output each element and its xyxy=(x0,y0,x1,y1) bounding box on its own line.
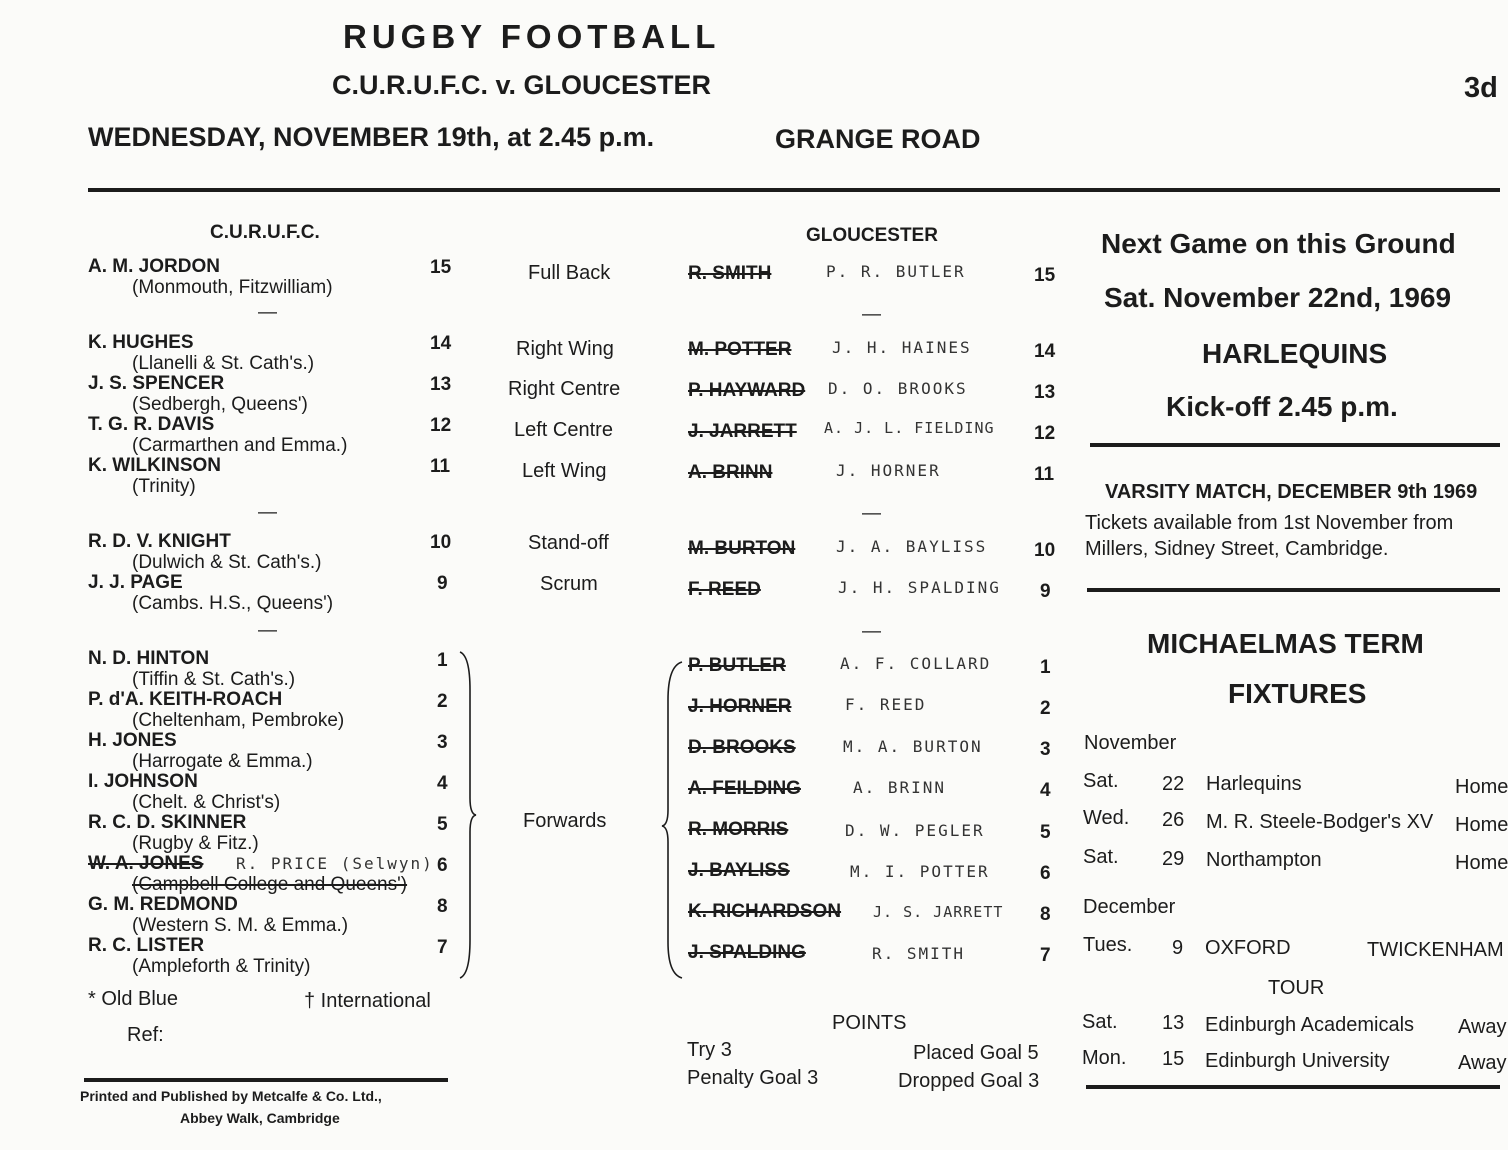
away-player-handwritten: A. F. COLLARD xyxy=(840,654,992,673)
home-player-number: 13 xyxy=(430,374,452,395)
away-player-printed: R. SMITH xyxy=(688,263,772,284)
home-player-school: (Chelt. & Christ's) xyxy=(132,792,281,813)
away-player-handwritten: J. HORNER xyxy=(836,461,941,480)
home-player-number: 5 xyxy=(437,814,448,835)
varsity-rule xyxy=(1087,588,1500,592)
fixture-venue: Home xyxy=(1455,852,1508,874)
home-player-number: 14 xyxy=(430,333,452,354)
away-player-printed: K. RICHARDSON xyxy=(688,901,842,922)
home-player-name: A. M. JORDON xyxy=(88,256,220,277)
away-player-number: 13 xyxy=(1034,382,1056,403)
away-player-number: 14 xyxy=(1034,341,1056,362)
points-placed-goal: Placed Goal 5 xyxy=(913,1042,1039,1064)
home-player-name: K. WILKINSON xyxy=(88,455,221,476)
fixture-opponent: M. R. Steele-Bodger's XV xyxy=(1206,811,1434,833)
home-player-number: 2 xyxy=(437,691,448,712)
fixtures-rule xyxy=(1086,1085,1500,1089)
fixture-venue: TWICKENHAM xyxy=(1367,939,1504,961)
points-penalty-goal: Penalty Goal 3 xyxy=(687,1067,819,1089)
home-divider: — xyxy=(258,302,277,323)
home-player-number: 8 xyxy=(437,896,448,917)
home-player-number: 3 xyxy=(437,732,448,753)
away-player-number: 3 xyxy=(1040,739,1051,760)
away-player-number: 12 xyxy=(1034,423,1056,444)
home-player-number: 11 xyxy=(430,456,451,477)
fixture-opponent: Harlequins xyxy=(1206,773,1302,795)
next-game-date: Sat. November 22nd, 1969 xyxy=(1104,282,1452,313)
position-left-wing: Left Wing xyxy=(522,460,607,482)
fixture-venue: Away xyxy=(1458,1052,1507,1074)
printer-rule xyxy=(84,1078,448,1082)
home-player-school: (Western S. M. & Emma.) xyxy=(132,915,349,936)
away-player-handwritten: A. BRINN xyxy=(853,778,947,797)
home-player-name: J. S. SPENCER xyxy=(88,373,225,394)
home-player-number: 4 xyxy=(437,773,448,794)
away-player-handwritten: M. I. POTTER xyxy=(850,862,990,881)
home-player-name-struck: W. A. JONES xyxy=(88,853,204,874)
home-player-school: (Tiffin & St. Cath's.) xyxy=(132,669,296,690)
away-player-number: 6 xyxy=(1040,863,1051,884)
home-player-replacement: R. PRICE (Selwyn) xyxy=(236,854,434,873)
fixture-date: 26 xyxy=(1162,809,1185,831)
fixture-date: 13 xyxy=(1162,1012,1185,1034)
home-player-school: (Llanelli & St. Cath's.) xyxy=(132,353,315,374)
fixtures-tour: TOUR xyxy=(1268,977,1325,999)
fixture-date: 29 xyxy=(1162,848,1185,870)
home-player-number: 9 xyxy=(437,573,448,594)
away-player-handwritten: J. A. BAYLISS xyxy=(836,537,988,556)
fixture-venue: Away xyxy=(1458,1016,1507,1038)
fixture-day: Mon. xyxy=(1082,1047,1127,1069)
fixtures-heading-2: FIXTURES xyxy=(1228,678,1367,709)
home-player-number: 15 xyxy=(430,257,452,278)
position-stand-off: Stand-off xyxy=(528,532,609,554)
home-player-school: (Dulwich & St. Cath's.) xyxy=(132,552,322,573)
home-player-school: (Ampleforth & Trinity) xyxy=(132,956,311,977)
points-heading: POINTS xyxy=(832,1012,907,1034)
away-player-printed: F. REED xyxy=(688,579,761,600)
home-player-name: G. M. REDMOND xyxy=(88,894,238,915)
away-player-printed: J. HORNER xyxy=(688,696,792,717)
printer-line-1: Printed and Published by Metcalfe & Co. Ltd., xyxy=(80,1088,382,1104)
away-player-printed: A. BRINN xyxy=(688,462,773,483)
away-player-handwritten: F. REED xyxy=(845,695,927,714)
away-player-handwritten: J. H. HAINES xyxy=(832,338,972,357)
position-forwards: Forwards xyxy=(523,810,607,832)
away-player-handwritten: P. R. BUTLER xyxy=(826,262,966,281)
old-blue-note: * Old Blue xyxy=(88,988,179,1010)
varsity-heading: VARSITY MATCH, DECEMBER 9th 1969 xyxy=(1105,481,1478,503)
home-player-number: 12 xyxy=(430,415,452,436)
away-player-number: 1 xyxy=(1040,657,1051,678)
home-player-school: (Monmouth, Fitzwilliam) xyxy=(132,277,333,298)
fixture-venue: Home xyxy=(1455,814,1508,836)
home-player-school: (Cambs. H.S., Queens') xyxy=(132,593,334,614)
away-player-number: 7 xyxy=(1040,945,1051,966)
away-player-number: 9 xyxy=(1040,581,1051,602)
referee-label: Ref: xyxy=(127,1024,164,1046)
home-heading: C.U.R.U.F.C. xyxy=(210,222,320,243)
away-player-printed: R. MORRIS xyxy=(688,819,789,840)
next-game-title: Next Game on this Ground xyxy=(1101,228,1456,259)
away-divider: — xyxy=(862,304,881,325)
home-player-name: H. JONES xyxy=(88,730,177,751)
fixture-date: 15 xyxy=(1162,1048,1185,1070)
home-player-number: 1 xyxy=(437,650,448,671)
position-scrum: Scrum xyxy=(540,573,598,595)
away-player-number: 10 xyxy=(1034,540,1056,561)
printer-line-2: Abbey Walk, Cambridge xyxy=(180,1110,340,1126)
international-note: † International xyxy=(304,990,431,1012)
position-left-centre: Left Centre xyxy=(514,419,613,441)
fixture-venue: Home xyxy=(1455,776,1508,798)
home-player-name: J. J. PAGE xyxy=(88,572,183,593)
home-player-school: (Rugby & Fitz.) xyxy=(132,833,259,854)
home-player-name: P. d'A. KEITH-ROACH xyxy=(88,689,283,710)
home-player-number: 7 xyxy=(437,937,448,958)
next-game-opponent: HARLEQUINS xyxy=(1202,338,1388,369)
away-forwards-brace xyxy=(660,660,684,980)
away-player-number: 15 xyxy=(1034,265,1056,286)
fixture-opponent: Edinburgh Academicals xyxy=(1205,1014,1415,1036)
home-player-name: N. D. HINTON xyxy=(88,648,210,669)
away-player-handwritten: D. W. PEGLER xyxy=(845,821,985,840)
points-try: Try 3 xyxy=(687,1039,732,1061)
away-divider: — xyxy=(862,621,881,642)
away-player-printed: A. FEILDING xyxy=(688,778,801,799)
home-player-school: (Cheltenham, Pembroke) xyxy=(132,710,345,731)
away-player-handwritten: M. A. BURTON xyxy=(843,737,983,756)
away-player-handwritten: A. J. L. FIELDING xyxy=(824,419,995,437)
away-player-printed: J. SPALDING xyxy=(688,942,806,963)
away-player-number: 2 xyxy=(1040,698,1051,719)
home-forwards-brace xyxy=(458,650,478,980)
fixture-day: Tues. xyxy=(1083,934,1133,956)
fixture-day: Sat. xyxy=(1082,1011,1118,1033)
next-game-rule xyxy=(1090,443,1500,447)
fixtures-heading-1: MICHAELMAS TERM xyxy=(1147,628,1424,659)
fixture-opponent: Edinburgh University xyxy=(1205,1050,1390,1072)
fixtures-month: December xyxy=(1083,896,1176,918)
venue: GRANGE ROAD xyxy=(775,124,981,154)
home-player-school: (Trinity) xyxy=(132,476,196,497)
fixtures-month: November xyxy=(1084,732,1177,754)
home-player-name: R. D. V. KNIGHT xyxy=(88,531,231,552)
fixture-date: 22 xyxy=(1162,773,1185,795)
away-player-printed: M. POTTER xyxy=(688,339,792,360)
away-player-handwritten: J. S. JARRETT xyxy=(873,903,1004,921)
away-player-handwritten: D. O. BROOKS xyxy=(828,379,968,398)
home-player-name: T. G. R. DAVIS xyxy=(88,414,215,435)
position-full-back: Full Back xyxy=(528,262,611,284)
away-heading: GLOUCESTER xyxy=(806,225,938,246)
away-player-printed: P. BUTLER xyxy=(688,655,786,676)
away-player-handwritten: J. H. SPALDING xyxy=(838,578,1001,597)
away-player-number: 8 xyxy=(1040,904,1051,925)
away-divider: — xyxy=(862,503,881,524)
home-player-name: I. JOHNSON xyxy=(88,771,198,792)
fixture-day: Sat. xyxy=(1083,770,1119,792)
away-player-handwritten: R. SMITH xyxy=(872,944,966,963)
varsity-venue: Millers, Sidney Street, Cambridge. xyxy=(1085,538,1389,560)
points-dropped-goal: Dropped Goal 3 xyxy=(898,1070,1040,1092)
away-player-printed: P. HAYWARD xyxy=(688,380,806,401)
away-player-number: 5 xyxy=(1040,822,1051,843)
varsity-tickets: Tickets available from 1st November from xyxy=(1085,512,1454,534)
away-player-printed: J. BAYLISS xyxy=(688,860,790,881)
home-divider: — xyxy=(258,502,277,523)
fixture-opponent: OXFORD xyxy=(1205,937,1291,959)
home-player-school: (Carmarthen and Emma.) xyxy=(132,435,348,456)
home-player-school: (Sedbergh, Queens') xyxy=(132,394,308,415)
home-player-name: R. C. D. SKINNER xyxy=(88,812,247,833)
home-player-school: (Harrogate & Emma.) xyxy=(132,751,313,772)
home-player-school-struck: (Campbell College and Queens') xyxy=(132,874,408,895)
home-player-number: 6 xyxy=(437,855,448,876)
fixture-date: 9 xyxy=(1172,937,1184,959)
home-player-name: K. HUGHES xyxy=(88,332,194,353)
fixture-day: Wed. xyxy=(1083,807,1130,829)
home-player-name: R. C. LISTER xyxy=(88,935,205,956)
position-right-centre: Right Centre xyxy=(508,378,621,400)
home-divider: — xyxy=(258,620,277,641)
fixture-opponent: Northampton xyxy=(1206,849,1322,871)
fixture-day: Sat. xyxy=(1083,846,1119,868)
price: 3d xyxy=(1464,72,1498,104)
next-game-kickoff: Kick-off 2.45 p.m. xyxy=(1166,391,1398,422)
position-right-wing: Right Wing xyxy=(516,338,614,360)
date-time: WEDNESDAY, NOVEMBER 19th, at 2.45 p.m. xyxy=(88,122,655,152)
away-player-printed: D. BROOKS xyxy=(688,737,796,758)
match-title: C.U.R.U.F.C. v. GLOUCESTER xyxy=(332,70,712,100)
away-player-printed: M. BURTON xyxy=(688,538,796,559)
page-title: RUGBY FOOTBALL xyxy=(343,18,721,55)
away-player-printed: J. JARRETT xyxy=(688,421,797,442)
home-player-number: 10 xyxy=(430,532,452,553)
away-player-number: 4 xyxy=(1040,780,1051,801)
header-rule xyxy=(88,188,1500,192)
away-player-number: 11 xyxy=(1034,464,1055,485)
